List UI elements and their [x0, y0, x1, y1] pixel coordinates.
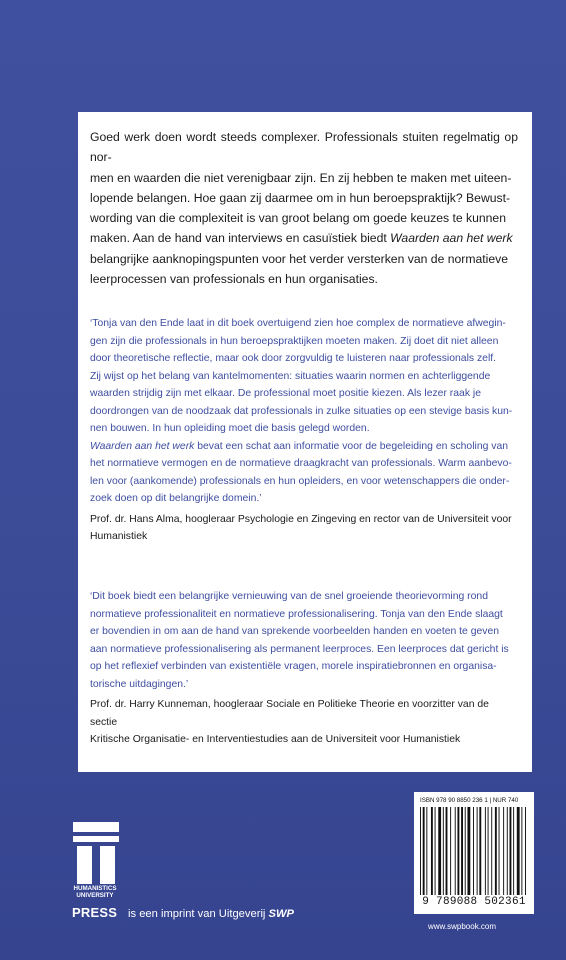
quote-line: gen zijn die professionals in hun beroepspraktijken moeten maken. Zij doet dit niet alleen	[90, 335, 499, 347]
press-label: PRESS	[72, 905, 118, 920]
quote-line: door theoretische reflectie, maar ook door zorgvuldig te luisteren naar professionals zelf.	[90, 353, 497, 364]
quote-line: waarden strijdig zijn met elkaar. De professional moet positie kiezen. Als lezer raak je	[90, 388, 481, 399]
blurb-text: maken. Aan de hand van interviews en casuïstiek biedt	[90, 231, 391, 246]
swp-brand: SWP	[268, 908, 295, 920]
quote-line: het normatieve vermogen en de normatieve draagkracht van professionals. Warm aanbevo-	[90, 458, 512, 469]
blurb-line: leerprocessen van professionals en hun organisaties.	[90, 272, 378, 287]
barcode	[420, 807, 528, 897]
quote-text: bevat een schat aan informatie voor de begeleiding en scholing van	[194, 440, 509, 452]
quote-line: doordrongen van de noodzaak dat professionals in zulke situaties op een stevige basis kun-	[90, 405, 513, 417]
logo-wordmark	[72, 885, 118, 899]
quote-line: normatieve professionaliteit en normatieve professionalisering. Tonja van den Ende slaagt	[90, 608, 503, 620]
barcode-box	[414, 792, 534, 914]
attribution-line: Humanistiek	[90, 531, 148, 542]
imprint-text: is een imprint van Uitgeverij	[128, 908, 269, 920]
blurb-line: wording van die complexiteit is van groot belang om goede keuzes te kunnen	[90, 211, 506, 226]
quote-line: aan normatieve professionalisering als permanent leerproces. Een leerproces dat gericht is	[90, 643, 509, 655]
logo-line: UNIVERSITY	[76, 892, 114, 900]
quote-line: nen bouwen. In hun opleiding moet die basis gelegd worden.	[90, 423, 370, 434]
publisher-website: www.swpbook.com	[428, 922, 497, 931]
blurb-line: Goed werk doen wordt steeds complexer. Professionals stuiten regelmatig op nor-	[90, 130, 518, 165]
blurb-line	[90, 228, 518, 248]
quote-line: torische uitdagingen.’	[90, 678, 189, 690]
book-title-italic: Waarden aan het werk	[90, 440, 195, 452]
quote-line: ‘Tonja van den Ende laat in dit boek overtuigend zien hoe complex de normatieve afwegin-	[90, 318, 506, 329]
quote-line: op het reflexief verbinden van existentiële vragen, morele inspiratiebronnen en organisa-	[90, 661, 497, 672]
quote-line: er bovendien in om aan de hand van sprekende voorbeelden handen en voeten te geven	[90, 626, 500, 637]
attribution-line: Prof. dr. Harry Kunneman, hoogleraar Sociale en Politieke Theorie en voorzitter van de sectie	[90, 699, 489, 728]
attribution-line: Kritische Organisatie- en Interventiestudies aan de Universiteit voor Humanistiek	[90, 734, 461, 745]
isbn-text: ISBN 978 90 8850 236 1 | NUR 740	[420, 797, 519, 804]
quote-line: zoek doen op dit belangrijke domein.’	[90, 493, 262, 504]
endorsement-alma	[90, 315, 518, 546]
attribution-line: Prof. dr. Hans Alma, hoogleraar Psychologie en Zingeving en rector van de Universiteit voor	[90, 513, 512, 525]
quote-line: len voor (aankomende) professionals en hun opleiders, en voor wetenschappers die onder-	[90, 475, 510, 487]
quote-line: Zij wijst op het belang van kantelmomenten: situaties waarin normen en achterliggende	[90, 370, 491, 382]
book-title-italic: Waarden aan het werk	[390, 231, 513, 246]
blurb-line: belangrijke aanknopingspunten voor het verder versterken van de normatieve	[90, 251, 509, 266]
quote-line	[90, 438, 518, 456]
logo-line: HUMANISTICS	[73, 885, 117, 892]
blurb-line: lopende belangen. Hoe gaan zij daarmee om in hun beroepspraktijk? Bewust-	[90, 190, 511, 205]
back-cover-blurb	[90, 127, 518, 289]
humanistics-pillar-logo	[73, 822, 119, 884]
imprint-line	[128, 908, 294, 920]
endorsement-kunneman	[90, 588, 518, 749]
blurb-line: men en waarden die niet verenigbaar zijn. En zij hebben te maken met uiteen-	[90, 170, 512, 185]
barcode-digits: 9 789088 502361	[422, 896, 526, 908]
quote-line: ‘Dit boek biedt een belangrijke vernieuwing van de snel groeiende theorievorming rond	[90, 591, 488, 602]
